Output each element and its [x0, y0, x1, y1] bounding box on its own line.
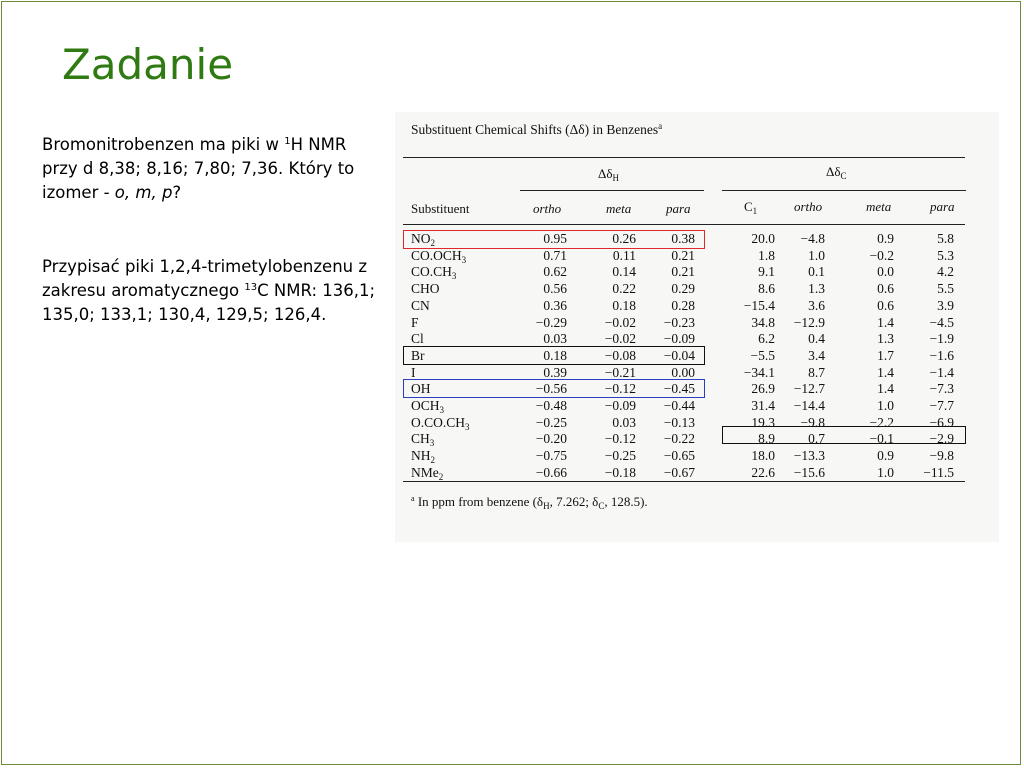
substituent-name: O.CO.CH	[411, 414, 466, 430]
shift-value-cell: 8.6	[758, 281, 775, 297]
shift-value-cell: 0.18	[543, 347, 567, 363]
substituent-subscript: 2	[438, 471, 444, 482]
shift-value-cell: −9.8	[800, 414, 825, 430]
shift-value-cell: 6.2	[758, 331, 775, 347]
shift-value-cell: 18.0	[751, 448, 775, 464]
table-row	[411, 315, 971, 332]
shift-value-cell: 0.14	[612, 264, 636, 280]
shift-value-cell: 0.1	[808, 264, 825, 280]
shift-value-cell: 0.6	[877, 281, 894, 297]
substituent-cell	[411, 331, 424, 347]
shift-value-cell: −15.4	[743, 297, 775, 313]
substituent-subscript: 3	[429, 438, 435, 449]
substituent-name: OCH	[411, 398, 440, 413]
substituent-subscript: 3	[465, 421, 470, 432]
table-caption-text: Substituent Chemical Shifts (Δδ) in Benzenes	[411, 122, 659, 137]
substituent-name: CN	[411, 297, 430, 313]
shift-value-cell: −2.9	[929, 431, 954, 447]
substituent-subscript: 3	[439, 405, 445, 415]
shift-value-cell: 1.8	[758, 247, 775, 263]
substituent-cell	[411, 315, 419, 331]
substituent-name: CHO	[411, 281, 440, 297]
shift-value-cell: −11.5	[923, 464, 954, 480]
header-c-meta: meta	[866, 199, 892, 214]
substituent-cell	[411, 281, 440, 297]
shift-value-cell: 0.11	[612, 247, 636, 263]
shift-value-cell: 0.03	[543, 331, 567, 347]
shift-value-cell: −0.20	[535, 431, 567, 447]
shift-value-cell: −0.56	[535, 381, 567, 397]
substituent-cell	[411, 264, 456, 280]
substituent-name: CH	[411, 431, 430, 447]
task-2-line-b: C NMR: 136,1; 135,0; 133,1; 130,4, 129,5; 126,4.	[42, 281, 376, 324]
task-2-line-a: Przypisać piki 1,2,4-trimetylobenzenu z zakresu aromatycznego	[42, 257, 368, 300]
table-row	[411, 398, 971, 415]
shift-value-cell: 31.4	[751, 398, 775, 413]
shift-value-cell: −0.02	[604, 314, 636, 330]
shift-value-cell: −2.2	[869, 414, 894, 430]
shift-value-cell: −0.67	[663, 464, 695, 480]
substituent-cell	[411, 431, 434, 447]
shift-value-cell: −0.45	[663, 381, 695, 397]
shift-value-cell: −0.18	[604, 464, 636, 480]
header-h-para: para	[666, 201, 691, 216]
shift-value-cell: −0.08	[604, 347, 636, 363]
shift-value-cell: −34.1	[743, 364, 775, 380]
shift-value-cell: 0.26	[612, 231, 636, 246]
shift-value-cell: 0.22	[612, 281, 636, 297]
substituent-cell	[411, 298, 430, 314]
substituent-cell	[411, 248, 466, 264]
shift-value-cell: 4.2	[937, 264, 954, 280]
header-c1-text: C	[744, 199, 753, 214]
shift-value-cell: 1.0	[877, 398, 894, 413]
shift-value-cell: 0.38	[671, 231, 695, 246]
highlight-no2-box	[403, 230, 705, 249]
table-row	[411, 465, 971, 482]
h-group-rule	[520, 190, 704, 191]
shift-value-cell: −0.21	[604, 364, 636, 380]
shift-value-cell: 0.39	[543, 364, 567, 380]
shift-value-cell: −0.75	[535, 448, 567, 464]
footnote-h-sub: H	[543, 501, 550, 511]
substituent-name: NO	[411, 231, 431, 246]
shift-value-cell: −0.09	[604, 398, 636, 413]
table-row	[411, 298, 971, 315]
table-top-rule	[403, 157, 965, 158]
substituent-name: CO.CH	[411, 264, 452, 280]
shift-value-cell: −6.9	[929, 414, 954, 430]
header-delta-h-text: Δδ	[598, 166, 613, 181]
header-delta-c-text: Δδ	[826, 164, 841, 179]
header-substituent: Substituent	[411, 201, 470, 216]
header-h-meta: meta	[606, 201, 632, 216]
shift-value-cell: −0.12	[604, 431, 636, 447]
slide-title: Zadanie	[62, 40, 234, 89]
highlight-ch3-box	[722, 426, 966, 444]
task-1-line-a: Bromonitrobenzen ma piki w	[42, 135, 285, 154]
shift-value-cell: 1.4	[877, 381, 894, 397]
shift-value-cell: 19.3	[751, 414, 775, 430]
shift-value-cell: 3.6	[808, 297, 825, 313]
substituent-cell	[411, 415, 470, 431]
footnote-text-a: In ppm from benzene (δ	[417, 494, 544, 509]
substituent-name: CO.OCH	[411, 247, 462, 263]
shift-value-cell: 1.4	[877, 314, 894, 330]
shift-value-cell: −1.4	[929, 364, 954, 380]
substituent-cell	[411, 398, 444, 414]
shift-value-cell: −1.9	[929, 331, 954, 347]
substituent-name: NMe	[411, 464, 439, 480]
shift-value-cell: −14.4	[793, 398, 825, 413]
header-delta-c	[826, 164, 847, 180]
header-delta-c-sub: C	[840, 171, 847, 181]
shift-value-cell: 26.9	[751, 381, 775, 397]
shift-value-cell: 22.6	[751, 464, 775, 480]
header-delta-h	[598, 166, 619, 182]
shift-value-cell: 8.7	[808, 364, 825, 380]
shift-value-cell: 0.28	[671, 297, 695, 313]
shift-value-cell: −12.9	[793, 314, 825, 330]
shift-value-cell: 1.7	[877, 347, 894, 363]
shift-value-cell: 0.0	[877, 264, 894, 280]
substituent-name: I	[411, 364, 416, 380]
substituent-name: F	[411, 314, 419, 330]
shift-value-cell: −1.6	[929, 347, 954, 363]
task-1-sup: 1	[284, 136, 291, 147]
shift-value-cell: −12.7	[793, 381, 825, 397]
shift-value-cell: −0.2	[869, 247, 894, 263]
table-row	[411, 281, 971, 298]
shift-value-cell: 0.03	[612, 414, 636, 430]
shift-value-cell: −0.65	[663, 448, 695, 464]
table-row	[411, 448, 971, 465]
shift-value-cell: −0.23	[663, 314, 695, 330]
substituent-name: Br	[411, 347, 425, 363]
shift-value-cell: 0.95	[543, 231, 567, 246]
shift-value-cell: −7.3	[929, 381, 954, 397]
shift-value-cell: 0.18	[612, 297, 636, 313]
task-2-text	[42, 255, 382, 327]
highlight-br-box	[403, 346, 705, 365]
shift-value-cell: 0.36	[543, 297, 567, 313]
shift-value-cell: −0.22	[663, 431, 695, 447]
shift-value-cell: −9.8	[929, 448, 954, 464]
header-c1-sub: 1	[752, 206, 758, 216]
shift-value-cell: 0.00	[671, 364, 695, 380]
shift-value-cell: −0.04	[663, 347, 695, 363]
shift-value-cell: −0.25	[604, 448, 636, 464]
footnote-c-sub: C	[598, 501, 605, 511]
shift-value-cell: 0.4	[808, 331, 825, 347]
task-1-isomers: o, m, p	[114, 183, 173, 202]
footnote-sup: a	[411, 494, 415, 503]
shift-value-cell: 5.8	[937, 231, 954, 246]
substituent-name: NH	[411, 448, 431, 464]
shift-value-cell: 20.0	[751, 231, 775, 246]
shift-value-cell: 0.9	[877, 231, 894, 246]
shift-value-cell: −13.3	[793, 448, 825, 464]
shift-value-cell: 0.29	[671, 281, 695, 297]
task-1-line-b: H NMR przy d 8,38; 8,16; 7,80; 7,36.	[42, 135, 347, 178]
shift-value-cell: 1.3	[877, 331, 894, 347]
substituent-subscript: 2	[430, 455, 435, 466]
footnote-text-c: , 128.5).	[604, 494, 648, 509]
shift-value-cell: −0.25	[535, 414, 567, 430]
shift-value-cell: 0.56	[543, 281, 567, 297]
shift-value-cell: 1.0	[877, 464, 894, 480]
header-c-ortho: ortho	[794, 199, 823, 214]
shift-value-cell: 34.8	[751, 314, 775, 330]
shift-value-cell: −0.48	[535, 398, 567, 413]
shift-value-cell: 1.0	[808, 247, 825, 263]
substituent-cell	[411, 448, 435, 464]
shift-value-cell: 5.3	[937, 247, 954, 263]
shift-value-cell: −0.13	[663, 414, 695, 430]
header-delta-h-sub: H	[612, 173, 619, 183]
table-row	[411, 248, 971, 265]
shift-value-cell: −15.6	[793, 464, 825, 480]
c-group-rule	[722, 190, 966, 191]
shift-value-cell: −0.29	[535, 314, 567, 330]
substituent-subscript: 3	[451, 271, 457, 282]
shift-value-cell: 3.4	[808, 347, 825, 363]
task-1-text	[42, 133, 382, 205]
table-row	[411, 264, 971, 281]
shift-value-cell: 0.9	[877, 448, 894, 464]
substituent-name: Cl	[411, 331, 424, 347]
shift-value-cell: −0.44	[663, 398, 695, 413]
shift-value-cell: 1.4	[877, 364, 894, 380]
task-1-line-c: Który to izomer -	[42, 159, 355, 202]
shift-value-cell: −4.5	[929, 314, 954, 330]
substituent-name: OH	[411, 381, 431, 397]
shift-value-cell: 5.5	[937, 281, 954, 297]
table-caption-sup: a	[658, 121, 663, 131]
highlight-oh-box	[403, 379, 705, 398]
shift-value-cell: 0.6	[877, 297, 894, 313]
header-c-para: para	[930, 199, 955, 214]
shift-value-cell: −0.66	[535, 464, 567, 480]
task-2-sup: 13	[244, 282, 258, 293]
shift-value-cell: −7.7	[929, 398, 954, 413]
shift-value-cell: 3.9	[937, 297, 954, 313]
header-c1	[744, 199, 757, 215]
header-bottom-rule	[403, 224, 965, 225]
shift-value-cell: −4.8	[800, 231, 825, 246]
substituent-subscript: 2	[430, 238, 435, 248]
shift-value-cell: 1.3	[808, 281, 825, 297]
shift-value-cell: 0.7	[808, 431, 825, 447]
task-1-end: ?	[172, 183, 182, 202]
footnote-text-b: , 7.262; δ	[549, 494, 599, 509]
shift-value-cell: 0.21	[671, 247, 695, 263]
table-caption	[411, 122, 662, 138]
shift-value-cell: 0.62	[543, 264, 567, 280]
table-footnote	[411, 494, 648, 510]
substituent-subscript: 3	[461, 254, 467, 265]
shift-value-cell: 8.9	[758, 431, 775, 447]
shift-value-cell: −0.1	[869, 431, 894, 447]
shift-value-cell: 0.71	[543, 247, 567, 263]
shift-value-cell: −0.12	[604, 381, 636, 397]
substituent-cell	[411, 465, 443, 481]
shift-value-cell: −5.5	[750, 347, 775, 363]
shift-value-cell: −0.02	[604, 331, 636, 347]
shift-value-cell: −0.09	[663, 331, 695, 347]
shift-value-cell: 0.21	[671, 264, 695, 280]
shift-value-cell: 9.1	[758, 264, 775, 280]
header-h-ortho: ortho	[533, 201, 562, 216]
